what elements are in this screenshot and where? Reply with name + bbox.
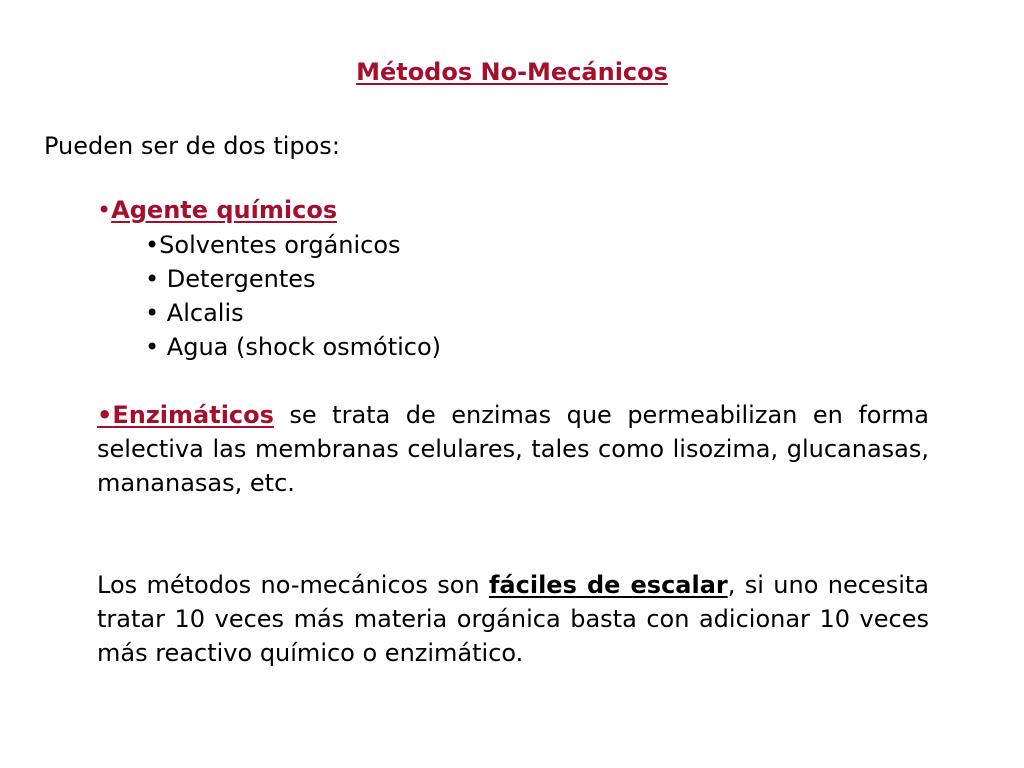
enzymatic-text: se trata de enzimas que permeabilizan en forma selectiva las membranas celulares, tales como lisozima, glucanasas, mananasas, etc.: [97, 401, 929, 497]
conclusion-paragraph: [97, 568, 929, 670]
conclusion-text-before: Los métodos no-mecánicos son: [97, 571, 489, 599]
enzymatic-bullet: •: [97, 401, 113, 429]
chemical-agents-heading: [97, 193, 337, 227]
enzymatic-paragraph: [97, 398, 929, 500]
list-item-detergentes: • Detergentes: [145, 265, 316, 293]
conclusion-emphasis: fáciles de escalar: [488, 571, 728, 599]
intro-text: Pueden ser de dos tipos:: [44, 132, 340, 160]
conclusion-text-after: , si uno necesita tratar 10 veces más materia orgánica basta con adicionar 10 veces más reactivo químico o enzimático.: [97, 571, 929, 667]
list-item-solventes: •Solventes orgánicos: [145, 231, 401, 259]
list-item-agua: • Agua (shock osmótico): [145, 333, 442, 361]
chemical-agents-bullet: •: [97, 196, 112, 224]
slide-title: Métodos No-Mecánicos: [356, 58, 668, 86]
chemical-agents-label: Agente químicos: [111, 196, 338, 224]
enzymatic-label: Enzimáticos: [112, 401, 274, 429]
list-item-alcalis: • Alcalis: [145, 299, 244, 327]
